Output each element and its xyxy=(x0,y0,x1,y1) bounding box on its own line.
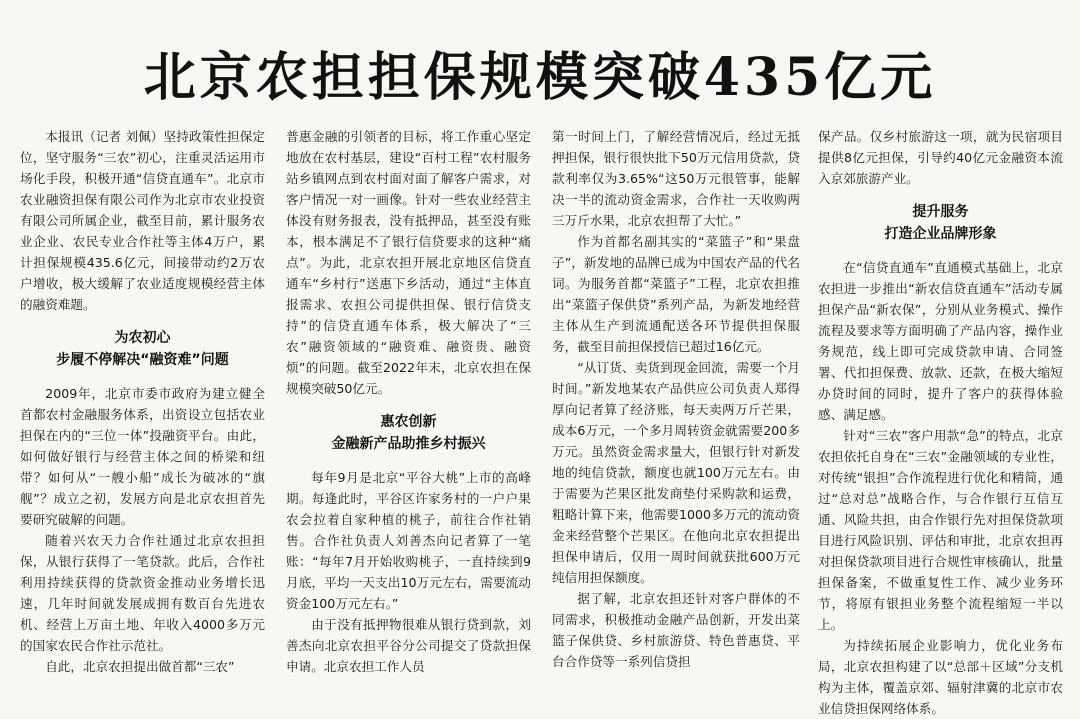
subhead-line: 金融新产品助推乡村振兴 xyxy=(331,436,486,452)
paragraph: 随着兴农天力合作社通过北京农担担保，从银行获得了一笔贷款。此后，合作社利用持续获得的贷款资金推动业务增长迅速，几年时间就发展成拥有数百台先进农机、经营上万亩土地、年收入4000多万元的国家农民合作社示范社。 xyxy=(20,533,265,653)
subhead-line: 惠农创新 xyxy=(380,414,437,430)
paragraph: 针对“三农”客户用款“急”的特点，北京农担依托自身在“三农”金融领域的专业性，对传统“银担”合作流程进行优化和精简，通过“总对总”战略合作，与合作银行互信互通、风险共担，由合作银行先对担保贷款项目进行风险识别、评估和审批，北京农担再对担保贷款项目进行合规性审核确认，批量担保备案，不做重复性工作、减少业务环节，将原有银担业务整个流程缩短一半以上。 xyxy=(818,428,1063,632)
paragraph-continued: 保产品。仅乡村旅游这一项，就为民宿项目提供8亿元担保，引导约40亿元金融资本流入京郊旅游产业。 xyxy=(818,129,1063,186)
paragraph: “从订货、卖货到现金回流，需要一个月时间。”新发地某农产品供应公司负责人郑得厚向记者算了经济账，每天卖两万斤芒果，成本6万元，一个多月周转资金就需要200多万元。虽然资金需求量大，但银行针对新发地的纯信贷款，额度也就100万元左右。由于需要为芒果区批发商垫付采购款和运费，粗略计算下来，他需要1000多万元的流动资金来经营整个芒果区。在他向北京农担提出担保申请后，仅用一周时间就获批600万元纯信用担保额度。 xyxy=(552,360,800,585)
section-subhead xyxy=(818,201,1063,245)
paragraph: 据了解，北京农担还针对客户群体的不同需求，积极推动金融产品创新，开发出菜篮子保供贷、乡村旅游贷、特色普惠贷、平台合作贷等一系列信贷担 xyxy=(552,591,800,669)
section-subhead xyxy=(20,327,265,371)
paragraph: 由于没有抵押物很难从银行贷到款，刘善杰向北京农担平谷分公司提交了贷款担保申请。北京农担工作人员 xyxy=(286,617,531,674)
text-column-1 xyxy=(20,126,265,674)
paragraph: 2009年，北京市委市政府为建立健全首都农村金融服务体系，出资设立包括农业担保在内的“三位一体”投融资平台。由此，如何做好银行与经营主体之间的桥梁和纽带？如何从“一艘小船”成长为破冰的“旗舰”？成立之初，发展方向是北京农担首先要研究破解的问题。 xyxy=(20,386,265,527)
subhead-line: 步履不停解决“融资难”问题 xyxy=(56,352,229,368)
subhead-line: 为农初心 xyxy=(114,330,171,346)
headline: 北京农担担保规模突破435亿元 xyxy=(143,47,937,108)
paragraph: 作为首都名副其实的“菜篮子”和“果盘子”，新发地的品牌已成为中国农产品的代名词。为服务首都“菜篮子”工程，北京农担推出“菜篮子保供贷”系列产品，为新发地经营主体从生产到流通配送各环节提供担保服务，截至目前担保授信已超过16亿元。 xyxy=(552,234,800,354)
paragraph: 在“信贷直通车”直通模式基础上，北京农担进一步推出“新农信贷直通车”活动专属担保产品“新农保”，分别从业务模式、操作流程及要求等方面明确了产品内容，操作业务规范，线上即可完成贷款申请、合同签署、代扣担保费、放款、还款，在极大缩短办贷时间的同时，提升了客户的获得体验感、满足感。 xyxy=(818,260,1063,422)
text-column-4 xyxy=(818,126,1063,716)
subhead-line: 提升服务 xyxy=(912,204,969,220)
paragraph: 为持续拓展企业影响力，优化业务布局，北京农担构建了以“总部＋区域”分支机构为主体，覆盖京郊、辐射津冀的北京市农业信贷担保网络体系。 xyxy=(818,638,1063,716)
text-column-2 xyxy=(286,126,531,674)
paragraph: 本报讯（记者 刘佩）坚持政策性担保定位，坚守服务“三农”初心，注重灵活运用市场化手段，积极开通“信贷直通车”。北京市农业融资担保有限公司作为北京市农业投资有限公司所属企业，截至目前，累计服务农业企业、农民专业合作社等主体4万户，累计担保规模435.6亿元，间接带动约2万农户增收，极大缓解了农业适度规模经营主体的融资难题。 xyxy=(20,129,265,312)
text-column-3 xyxy=(552,126,800,668)
section-subhead xyxy=(286,411,531,455)
paragraph-continued: 第一时间上门，了解经营情况后，经过无抵押担保，银行很快批下50万元信用贷款，贷款利率仅为3.65%“这50万元很管事，能解决一半的流动资金需求，合作社一天收购两三万斤水果，北京农担帮了大忙。” xyxy=(552,129,800,228)
paragraph-continued: 普惠金融的引领者的目标，将工作重心坚定地放在农村基层，建设“百村工程”农村服务站乡镇网点到农村面对面了解客户需求，对客户情况一对一画像。针对一些农业经营主体没有财务报表，没有抵押品，甚至没有账本，根本满足不了银行信贷要求的这种“痛点”。为此，北京农担开展北京地区信贷直通车“乡村行”送惠下乡活动，通过“主体直报需求、农担公司提供担保、银行信贷支持”的信贷直通车体系，极大解决了“三农”融资领域的“融资难、融资贵、融资烦”的问题。截至2022年末，北京农担在保规模突破50亿元。 xyxy=(286,129,531,396)
paragraph: 每年9月是北京“平谷大桃”上市的高峰期。每逢此时，平谷区许家务村的一户户果农会拉着自家种植的桃子，前往合作社销售。合作社负责人刘善杰向记者算了一笔账：“每年7月开始收购桃子，一直持续到9月底，平均一天支出10万元左右，需要流动资金100万元左右。” xyxy=(286,470,531,611)
paragraph: 自此，北京农担提出做首都“三农” xyxy=(45,659,235,674)
subhead-line: 打造企业品牌形象 xyxy=(884,226,997,242)
